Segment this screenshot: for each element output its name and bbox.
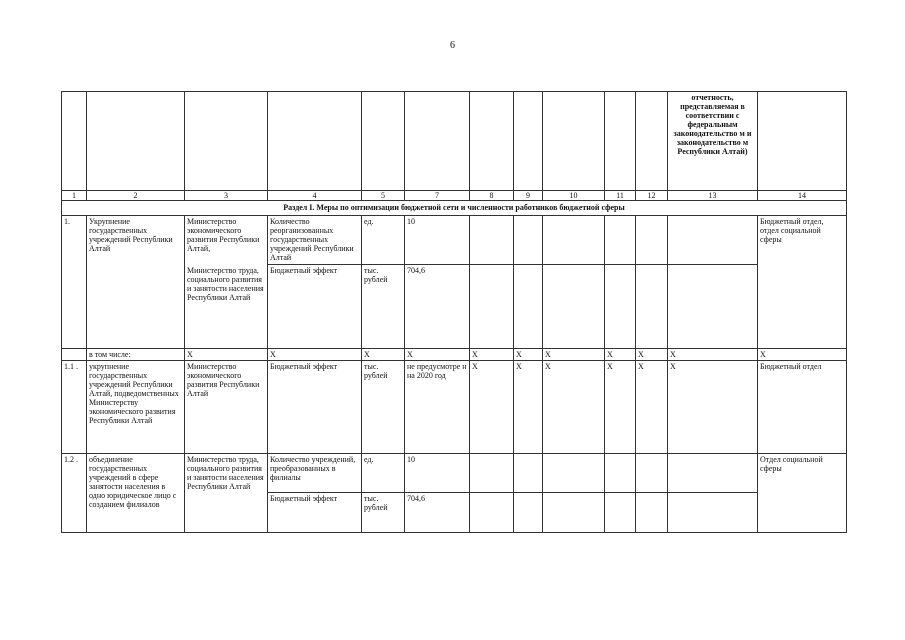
table-row [62, 216, 847, 265]
table-row [62, 454, 847, 493]
x-mark: Х [362, 349, 405, 361]
value-text: 704,6 [405, 265, 470, 349]
unit-text: ед. [362, 216, 405, 265]
measures-table [61, 91, 847, 533]
including-label: в том числе: [87, 349, 185, 361]
col-num: 11 [605, 191, 636, 201]
measure-text: объединение государственных учреждений в сфере занятости населения в одно юридическое лицо с созданием филиалов [87, 454, 185, 533]
x-mark: Х [636, 361, 668, 454]
col-num: 1 [62, 191, 87, 201]
value-text: 10 [405, 454, 470, 493]
col-num: 5 [362, 191, 405, 201]
col-num: 8 [470, 191, 514, 201]
measure-text: укрупнение государственных учреждений Республики Алтай, подведомственных Министерству экономического развития Республики Алтай [87, 361, 185, 454]
table-row [62, 361, 847, 454]
col-num: 4 [268, 191, 362, 201]
indicator-text: Количество реорганизованных государственных учреждений Республики Алтай [268, 216, 362, 265]
executor-text: Министерство экономического развития Республики Алтай, [185, 216, 268, 265]
x-mark: Х [543, 361, 605, 454]
x-mark: Х [514, 361, 543, 454]
x-mark: Х [543, 349, 605, 361]
section-row [62, 201, 847, 216]
x-mark: Х [268, 349, 362, 361]
row-number: 1.2 . [62, 454, 87, 533]
x-mark: Х [514, 349, 543, 361]
row-number: 1.1 . [62, 361, 87, 454]
responsible-text: Бюджетный отдел, отдел социальной сферы [758, 216, 847, 349]
col-num: 12 [636, 191, 668, 201]
col-num: 10 [543, 191, 605, 201]
column-numbers-row [62, 191, 847, 201]
x-mark: Х [470, 361, 514, 454]
indicator-text: Бюджетный эффект [268, 265, 362, 349]
executor-text: Министерство экономического развития Республики Алтай [185, 361, 268, 454]
unit-text: тыс. рублей [362, 361, 405, 454]
x-mark: Х [668, 349, 758, 361]
value-text: 704,6 [405, 493, 470, 533]
x-mark: Х [636, 349, 668, 361]
value-text: 10 [405, 216, 470, 265]
x-mark: Х [605, 349, 636, 361]
indicator-text: Количество учреждений, преобразованных в филиалы [268, 454, 362, 493]
col-num: 13 [668, 191, 758, 201]
section-title: Раздел I. Меры по оптимизации бюджетной сети и численности работников бюджетной сферы [62, 201, 847, 216]
measure-text: Укрупнение государственных учреждений Республики Алтай [87, 216, 185, 349]
col-num: 2 [87, 191, 185, 201]
value-text: не предусмотре н на 2020 год [405, 361, 470, 454]
x-mark: Х [405, 349, 470, 361]
col-num: 9 [514, 191, 543, 201]
row-number: 1. [62, 216, 87, 349]
x-mark: Х [470, 349, 514, 361]
header-row [62, 92, 847, 191]
unit-text: тыс. рублей [362, 493, 405, 533]
responsible-text: Отдел социальной сферы [758, 454, 847, 533]
unit-text: ед. [362, 454, 405, 493]
x-mark: Х [185, 349, 268, 361]
x-mark: Х [758, 349, 847, 361]
executor-text: Министерство труда, социального развития и занятости населения Республики Алтай [185, 454, 268, 533]
table-row [62, 349, 847, 361]
x-mark: Х [668, 361, 758, 454]
page-number: 6 [450, 40, 455, 51]
col-num: 7 [405, 191, 470, 201]
responsible-text: Бюджетный отдел [758, 361, 847, 454]
indicator-text: Бюджетный эффект [268, 361, 362, 454]
indicator-text: Бюджетный эффект [268, 493, 362, 533]
executor-text: Министерство труда, социального развития и занятости населения Республики Алтай [185, 265, 268, 349]
x-mark: Х [605, 361, 636, 454]
unit-text: тыс. рублей [362, 265, 405, 349]
col-num: 14 [758, 191, 847, 201]
header-col13-text: отчетность, представляемая в соответствии с федеральным законодательство м и законодательство м Республики Алтай) [668, 92, 758, 191]
col-num: 3 [185, 191, 268, 201]
